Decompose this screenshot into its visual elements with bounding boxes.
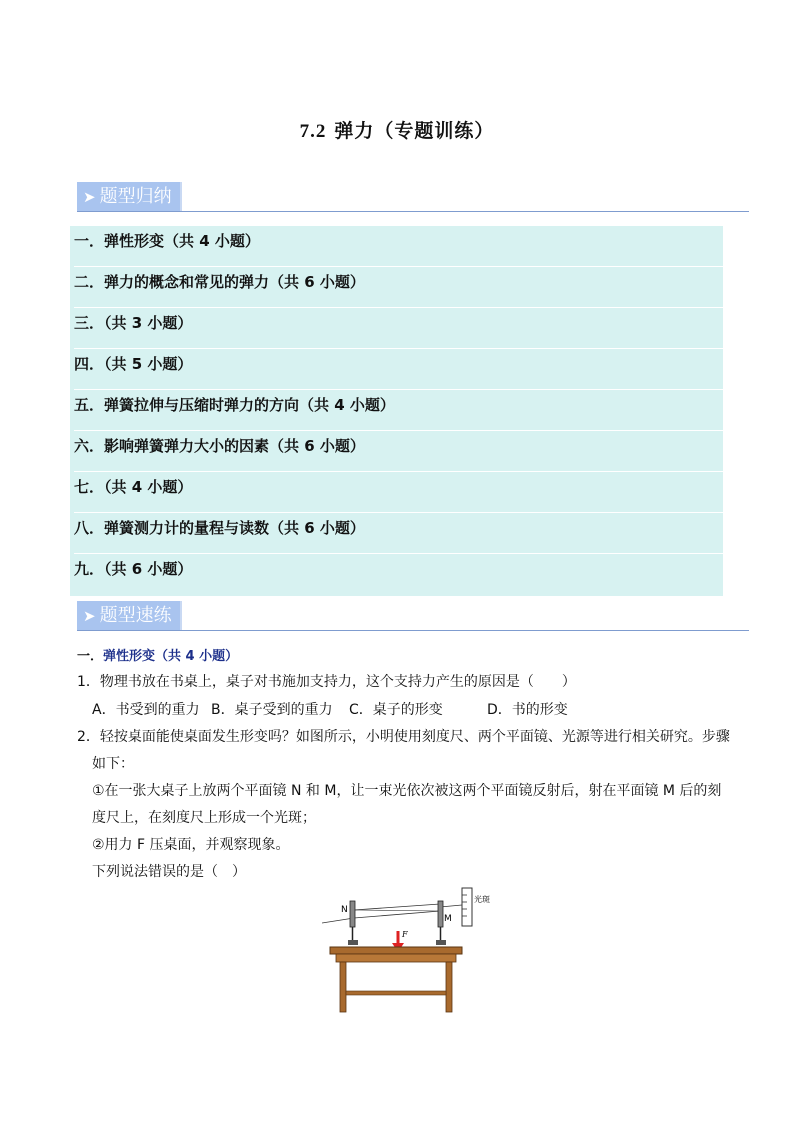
topic-item[interactable]: 五．弹簧拉伸与压缩时弹力的方向（共 4 小题） — [74, 390, 723, 431]
part-label[interactable]: 弹性形变 — [103, 649, 156, 664]
section-header-practice — [77, 601, 749, 633]
topic-item[interactable]: 一．弹性形变（共 4 小题） — [74, 226, 723, 267]
question-1-option-c[interactable]: C．桌子的形变 — [349, 702, 443, 718]
title-text: 弹力（专题训练） — [334, 120, 495, 142]
question-1-stem: 1．物理书放在书桌上，桌子对书施加支持力，这个支持力产生的原因是（ ） — [77, 674, 576, 690]
table-top — [330, 947, 462, 954]
question-2-line: 度尺上，在刻度尺上形成一个光斑； — [92, 810, 316, 826]
topic-item[interactable]: 四．（共 5 小题） — [74, 349, 723, 390]
divider — [77, 630, 749, 631]
question-2-line: ②用力 F 压桌面，并观察现象。 — [92, 837, 290, 853]
table-leg — [446, 962, 452, 1012]
part-count: （共 4 小题） — [155, 649, 239, 664]
question-1-option-b[interactable]: B．桌子受到的重力 — [211, 702, 333, 718]
part-prefix: 一． — [77, 649, 104, 664]
question-1-option-d[interactable]: D．书的形变 — [487, 702, 568, 718]
topic-item[interactable]: 七．（共 4 小题） — [74, 472, 723, 513]
section-tab — [77, 182, 180, 212]
section-label: 题型速练 — [99, 605, 172, 626]
mirror-n — [350, 901, 355, 927]
question-2-line: 如下： — [92, 756, 134, 772]
mirror-n-label: N — [341, 905, 348, 915]
question-1-option-a[interactable]: A．书受到的重力 — [92, 702, 200, 718]
section-tab — [77, 601, 180, 631]
topic-item[interactable]: 二．弹力的概念和常见的弹力（共 6 小题） — [74, 267, 723, 308]
section-header-summary — [77, 182, 749, 214]
question-2-line: 下列说法错误的是（ ） — [92, 864, 246, 880]
page-title — [0, 116, 794, 143]
topic-item[interactable]: 六．影响弹簧弹力大小的因素（共 6 小题） — [74, 431, 723, 472]
arrow-right-icon: ➤ — [83, 188, 96, 206]
mirror-m-label: M — [444, 914, 452, 924]
arrow-right-icon: ➤ — [83, 607, 96, 625]
table-leg — [340, 962, 346, 1012]
topic-list — [70, 226, 723, 596]
question-2-line: ①在一张大桌子上放两个平面镜 N 和 M，让一束光依次被这两个平面镜反射后，射在平面镜 M 后的刻 — [92, 783, 722, 799]
question-2-line: 2．轻按桌面能使桌面发生形变吗？如图所示，小明使用刻度尺、两个平面镜、光源等进行相关研究。步骤 — [77, 729, 730, 745]
force-label: F — [402, 930, 408, 939]
mirror-m — [438, 901, 443, 927]
topic-item[interactable]: 八．弹簧测力计的量程与读数（共 6 小题） — [74, 513, 723, 554]
spot-label: 光斑 — [474, 895, 490, 904]
table-mirror-diagram — [322, 885, 492, 1015]
topic-item[interactable]: 三．（共 3 小题） — [74, 308, 723, 349]
part-heading — [77, 645, 238, 664]
divider — [77, 211, 749, 212]
experiment-figure — [322, 885, 492, 1015]
title-number: 7.2 — [299, 121, 327, 142]
ruler — [462, 888, 472, 926]
topic-item[interactable]: 九．（共 6 小题） — [74, 560, 193, 578]
section-label: 题型归纳 — [99, 186, 172, 207]
